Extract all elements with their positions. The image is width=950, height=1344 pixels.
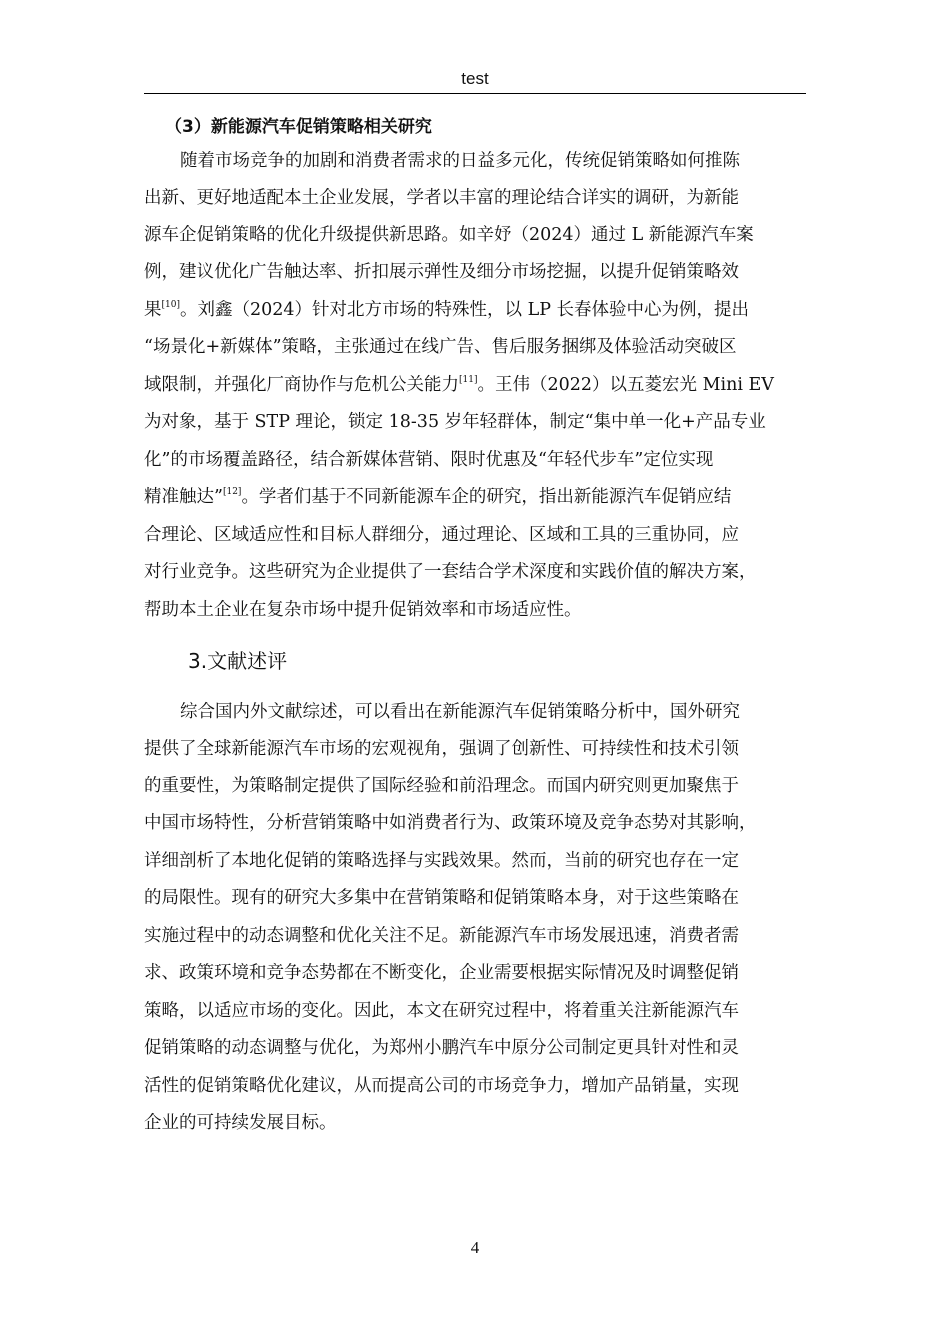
text-line: 果[10]。刘鑫（2024）针对北方市场的特殊性，以 LP 长春体验中心为例，提出 — [144, 300, 750, 320]
page-number: 4 — [470, 1238, 480, 1257]
text-line: 详细剖析了本地化促销的策略选择与实践效果。然而，当前的研究也存在一定 — [144, 851, 739, 871]
text-line: 随着市场竞争的加剧和消费者需求的日益多元化，传统促销策略如何推陈 — [180, 151, 740, 171]
text-line: 的局限性。现有的研究大多集中在营销策略和促销策略本身，对于这些策略在 — [144, 888, 739, 908]
text-line: 企业的可持续发展目标。 — [144, 1113, 337, 1133]
text-line: 促销策略的动态调整与优化，为郑州小鹏汽车中原分公司制定更具针对性和灵 — [144, 1038, 739, 1058]
text-line: “场景化+新媒体”策略，主张通过在线广告、售后服务捆绑及体验活动突破区 — [144, 337, 737, 357]
text-line: 源车企促销策略的优化升级提供新思路。如辛妤（2024）通过 L 新能源汽车案 — [144, 225, 754, 245]
text-line: 合理论、区域适应性和目标人群细分，通过理论、区域和工具的三重协同，应 — [144, 525, 739, 545]
text-line: 帮助本土企业在复杂市场中提升促销效率和市场适应性。 — [144, 600, 582, 620]
text-line: 提供了全球新能源汽车市场的宏观视角，强调了创新性、可持续性和技术引领 — [144, 739, 739, 759]
text-line: 策略，以适应市场的变化。因此，本文在研究过程中，将着重关注新能源汽车 — [144, 1001, 739, 1021]
text-line: 为对象，基于 STP 理论，锁定 18-35 岁年轻群体，制定“集中单一化+产品专业 — [144, 412, 766, 432]
text-line: 化”的市场覆盖路径，结合新媒体营销、限时优惠及“年轻代步车”定位实现 — [144, 450, 714, 470]
text-line: 例，建议优化广告触达率、折扣展示弹性及细分市场挖掘，以提升促销策略效 — [144, 262, 739, 282]
text-line: 求、政策环境和竞争态势都在不断变化，企业需要根据实际情况及时调整促销 — [144, 963, 739, 983]
header-divider — [144, 93, 806, 94]
text-line: 域限制，并强化厂商协作与危机公关能力[11]。王伟（2022）以五菱宏光 Mini EV — [144, 375, 774, 395]
section-subheading: （3）新能源汽车促销策略相关研究 — [165, 117, 432, 137]
text-line: 出新、更好地适配本土企业发展，学者以丰富的理论结合详实的调研，为新能 — [144, 188, 739, 208]
citation-ref: [11] — [459, 375, 478, 385]
citation-ref: [12] — [222, 487, 242, 497]
section-heading: 3.文献述评 — [188, 649, 288, 673]
text-line: 实施过程中的动态调整和优化关注不足。新能源汽车市场发展迅速，消费者需 — [144, 926, 739, 946]
citation-ref: [10] — [161, 300, 180, 310]
text-line: 精准触达”[12]。学者们基于不同新能源车企的研究，指出新能源汽车促销应结 — [144, 487, 732, 507]
text-line: 对行业竞争。这些研究为企业提供了一套结合学术深度和实践价值的解决方案， — [144, 562, 757, 582]
text-line: 中国市场特性，分析营销策略中如消费者行为、政策环境及竞争态势对其影响， — [144, 813, 757, 833]
text-line: 的重要性，为策略制定提供了国际经验和前沿理念。而国内研究则更加聚焦于 — [144, 776, 739, 796]
text-line: 综合国内外文献综述，可以看出在新能源汽车促销策略分析中，国外研究 — [180, 702, 740, 722]
text-line: 活性的促销策略优化建议，从而提高公司的市场竞争力，增加产品销量，实现 — [144, 1076, 739, 1096]
page-header-title: test — [461, 69, 489, 88]
